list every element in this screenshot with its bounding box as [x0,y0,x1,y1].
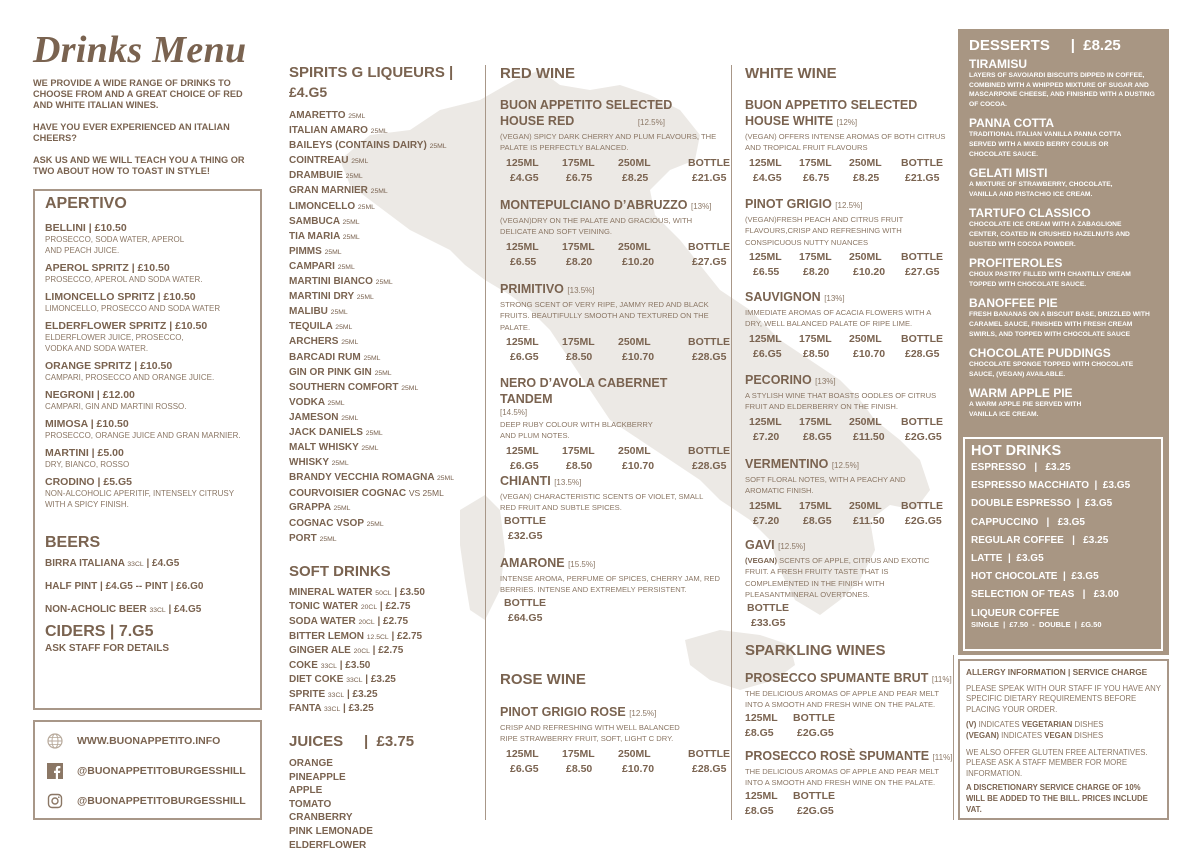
spirit-item: AMARETTO 25ML [289,110,366,121]
beer-line: HALF PINT | £4.G5 -- PINT | £6.G0 [45,581,204,592]
page-title: Drinks Menu [33,29,247,71]
column-divider [485,65,486,820]
ciders-heading: CIDERS | 7.G5 [45,623,154,640]
spirit-item: VODKA 25ML [289,396,345,408]
wine-item: PROSECCO SPUMANTE BRUT [11%] THE DELICIOUS AROMAS OF APPLE AND PEAR MELT INTO A SMOOTH AND FRESH WINE ON THE PALATE. 125ML BOTTLE £8.G5 £2G.G5 [745,670,955,741]
spirit-item: GRAPPA 25ML [289,502,351,514]
wine-item: SAUVIGNON [13%] IMMEDIATE AROMAS OF ACACIA FLOWERS WITH A DRY, WELL BALANCED PALATE OF RIPE LIME. 125ML 175ML 250ML BOTTLE £6.G5 £8.50 £10.70 £28.G5 [745,289,950,362]
soft-drink-item: DIET COKE 33CL | £3.25 [289,674,396,686]
apertivo-item: ORANGE SPRITZ | £10.50 CAMPARI, PROSECCO AND ORANGE JUICE. [45,360,215,382]
apertivo-item: BELLINI | £10.50 PROSECCO, SODA WATER, APEROL AND PEACH JUICE. [45,222,184,255]
soft-drink-item: FANTA 33CL | £3.25 [289,703,374,715]
hot-drinks-box [963,437,1163,651]
instagram-link[interactable]: @BUONAPPETITOBURGESSHILL [35,786,260,816]
spirit-item: BARCADI RUM 25ML [289,351,381,363]
instagram-icon [47,793,63,809]
hot-drink-item: DOUBLE ESPRESSO | £3.G5 [971,498,1113,510]
apertivo-item: APEROL SPRITZ | £10.50 PROSECCO, APEROL AND SODA WATER. [45,262,203,284]
wine-item: VERMENTINO [12.5%] SOFT FLORAL NOTES, WITH A PEACHY AND AROMATIC FINISH. 125ML 175ML 250ML BOTTLE £7.20 £8.G5 £11.50 £2G.G5 [745,456,950,529]
apertivo-item: ELDERFLOWER SPRITZ | £10.50 ELDERFLOWER JUICE, PROSECCO, VODKA AND SODA WATER. [45,320,208,353]
desserts-heading: DESSERTS | £8.25 [969,37,1121,54]
apertivo-item: NEGRONI | £12.00 CAMPARI, GIN AND MARTINI ROSSO. [45,389,187,411]
spirit-item: TEQUILA 25ML [289,321,353,333]
price-table: 125ML 175ML 250ML BOTTLE £6.G5 £8.50 £10.70 £28.G5 [749,332,943,360]
allergy-heading: ALLERGY INFORMATION | SERVICE CHARGE [966,667,1148,677]
rose-wine-heading: ROSE WINE [500,671,586,688]
intro-text-3: ASK US AND WE WILL TEACH YOU A THING OR TWO ABOUT HOW TO TOAST IN STYLE! [33,155,245,176]
globe-icon [47,733,63,749]
vegetarian-legend: (V) INDICATES VEGETARIAN DISHES [966,720,1104,730]
soft-drinks-heading: SOFT DRINKS [289,562,391,580]
spirit-item: GRAN MARNIER 25ML [289,185,388,197]
apertivo-item: MIMOSA | £10.50 PROSECCO, ORANGE JUICE AND GRAN MARNIER. [45,418,241,440]
juice-item: CRANBERRY [289,812,353,824]
apertivo-beers-box [33,189,262,710]
soft-drink-item: COKE 33CL | £3.50 [289,659,371,671]
spirits-heading: SPIRITS G LIQUEURS | [289,64,454,81]
spirit-item: PORT 25ML [289,532,337,544]
intro-text-2: HAVE YOU EVER EXPERIENCED AN ITALIAN CHEERS? [33,122,230,143]
wine-item: CHIANTI [13.5%] (VEGAN) CHARACTERISTIC SCENTS OF VIOLET, SMALL RED FRUIT AND SUBTLE SPICES. BOTTLE £32.G5 [500,473,720,544]
soft-drink-item: MINERAL WATER 50CL | £3.50 [289,586,425,598]
spirit-item: CAMPARI 25ML [289,260,355,272]
hot-drink-item: HOT CHOCOLATE | £3.G5 [971,571,1099,583]
price-table: 125ML BOTTLE £8.G5 £2G.G5 [745,711,835,739]
service-charge-text: A DISCRETIONARY SERVICE CHARGE OF 10% WILL BE ADDED TO THE BILL. PRICES INCLUDE VAT. [966,783,1148,814]
wine-item: GAVI [12.5%] (VEGAN) SCENTS OF APPLE, CITRUS AND EXOTIC FRUIT. A FRESH FRUITY TASTE THAT IS COMPLEMENTED IN THE FINISH WITH PLEASANTMINERAL OVERTONES. BOTTLE £33.G5 [745,537,950,631]
spirit-item: GIN OR PINK GIN 25ML [289,366,392,378]
spirit-item: SOUTHERN COMFORT 25ML [289,381,419,393]
allergy-text: PLEASE SPEAK WITH OUR STAFF IF YOU HAVE ANY SPECIFIC DIETARY REQUIREMENTS BEFORE PLACING YOUR ORDER. [966,683,1161,714]
dessert-item: GELATI MISTI A MIXTURE OF STRAWBERRY, CHOCOLATE, VANILLA AND PISTACHIO ICE CREAM. [969,166,1113,198]
apertivo-item: LIMONCELLO SPRITZ | £10.50 LIMONCELLO, PROSECCO AND SODA WATER [45,291,221,313]
liqueur-coffee-title: LIQUEUR COFFEE [971,607,1060,619]
dessert-item: PANNA COTTA TRADITIONAL ITALIAN VANILLA PANNA COTTA SERVED WITH A MIXED BERRY COULIS OR CHOCOLATE SAUCE. [969,116,1122,158]
wine-item: PRIMITIVO [13.5%] STRONG SCENT OF VERY RIPE, JAMMY RED AND BLACK FRUITS. BEAUTIFULLY SMOOTH AND TEXTURED ON THE PALATE. 125ML 175ML 250ML BOTTLE £6.G5 £8.50 £10.70 £28.G5 [500,282,730,364]
juice-item: TOMATO [289,798,332,810]
beers-heading: BEERS [45,534,101,551]
spirit-item: SAMBUCA 25ML [289,215,360,227]
soft-drinks-list [289,586,469,717]
price-table: BOTTLE £33.G5 [747,601,789,629]
soft-drink-item: SPRITE 33CL | £3.25 [289,688,378,700]
spirit-item: PIMMS 25ML [289,245,342,257]
spirit-item: TIA MARIA 25ML [289,230,360,242]
spirit-item: JACK DANIELS 25ML [289,426,383,438]
white-wine-heading: WHITE WINE [745,65,837,82]
spirit-item: COURVOISIER COGNAC VS 25ML [289,488,444,500]
price-table: 125ML BOTTLE £8.G5 £2G.G5 [745,789,835,817]
soft-drink-item: SODA WATER 20CL | £2.75 [289,615,409,627]
spirit-item: MARTINI DRY 25ML [289,291,374,303]
spirit-item: BRANDY VECCHIA ROMAGNA 25ML [289,472,454,484]
facebook-icon [47,763,63,779]
dessert-item: TIRAMISU LAYERS OF SAVOIARDI BISCUITS DIPPED IN COFFEE, COMBINED WITH A WHIPPED MIXTURE OF SUGAR AND MASCARPONE CHEESE, AND FINISHED WITH A DUSTING OF COCOA. [969,57,1155,108]
dessert-item: CHOCOLATE PUDDINGS CHOCOLATE SPONGE TOPPED WITH CHOCOLATE SAUCE, (VEGAN) AVAILABLE. [969,346,1134,378]
wine-item: PROSECCO ROSÈ SPUMANTE [11%] THE DELICIOUS AROMAS OF APPLE AND PEAR MELT INTO A SMOOTH AND FRESH WINE ON THE PALATE. 125ML BOTTLE £8.G5 £2G.G5 [745,748,955,819]
hot-drink-item: REGULAR COFFEE | £3.25 [971,534,1109,546]
website-link[interactable]: WWW.BUONAPPETITO.INFO [35,726,260,756]
hot-drink-item: SELECTION OF TEAS | £3.00 [971,589,1119,601]
hot-drink-item: CAPPUCCINO | £3.G5 [971,516,1085,528]
hot-drinks-heading: HOT DRINKS [971,443,1062,459]
spirit-item: BAILEYS (CONTAINS DAIRY) 25ML [289,140,447,152]
desserts-panel [958,29,1169,655]
juice-item: ELDERFLOWER [289,839,367,848]
ciders-note: ASK STAFF FOR DETAILS [45,643,170,654]
intro-text-1: WE PROVIDE A WIDE RANGE OF DRINKS TO CHOOSE FROM AND A GREAT CHOICE OF RED AND WHITE ITALIAN WINES. [33,78,243,110]
hot-drink-item: LATTE | £3.G5 [971,553,1044,565]
juice-item: ORANGE [289,758,333,770]
spirits-price: £4.G5 [289,84,328,100]
gluten-free-text: WE ALSO OFFER GLUTEN FREE ALTERNATIVES. PLEASE ASK A STAFF MEMBER FOR MORE INFORMATION. [966,747,1148,778]
wine-item: NERO D’AVOLA CABERNET TANDEM [14.5%] DEEP RUBY COLOUR WITH BLACKBERRY AND PLUM NOTES. 125ML 175ML 250ML BOTTLE £6.G5 £8.50 £10.70 £28.G5 [500,376,730,472]
price-table: 125ML 175ML 250ML BOTTLE £4.G5 £6.75 £8.25 £21.G5 [506,156,730,184]
spirit-item: JAMESON 25ML [289,411,359,423]
spirit-item: ARCHERS 25ML [289,336,359,348]
spirit-item: WHISKY 25ML [289,457,349,469]
wine-item: BUON APPETITO SELECTED HOUSE WHITE [12%] (VEGAN) OFFERS INTENSE AROMAS OF BOTH CITRUS AND TROPICAL FRUIT FLAVOURS 125ML 175ML 250ML BOTTLE £4.G5 £6.75 £8.25 £21.G5 [745,97,950,186]
dessert-item: PROFITEROLES CHOUX PASTRY FILLED WITH CHANTILLY CREAM TOPPED WITH CHOCOLATE SAUCE. [969,256,1131,288]
juices-list [289,757,469,848]
juice-item: PINEAPPLE [289,771,346,783]
sparkling-wines-heading: SPARKLING WINES [745,642,886,659]
price-table: BOTTLE £64.G5 [504,596,546,624]
beer-line: NON-ACHOLIC BEER 33CL | £4.G5 [45,604,202,615]
apertivo-item: CRODINO | £5.G5 NON-ALCOHOLIC APERITIF, INTENSELY CITRUSY WITH A SPICY FINISH. [45,476,234,509]
spirit-item: MALIBU 25ML [289,306,348,318]
dessert-item: TARTUFO CLASSICO CHOCOLATE ICE CREAM WITH A ZABAGLIONE CENTER, COATED IN CRUSHED HAZELNUTS AND DUSTED WITH COCOA POWDER. [969,206,1130,248]
liqueur-coffee-detail: SINGLE | £7.50 - DOUBLE | £G.50 [971,619,1102,629]
price-table: 125ML 175ML 250ML BOTTLE £6.55 £8.20 £10.20 £27.G5 [749,251,943,279]
spirits-section [289,64,469,848]
price-table: 125ML 175ML 250ML BOTTLE £6.G5 £8.50 £10.70 £28.G5 [506,747,730,775]
facebook-link[interactable]: @BUONAPPETITOBURGESSHILL [35,756,260,786]
dessert-item: BANOFFEE PIE FRESH BANANAS ON A BISCUIT BASE, DRIZZLED WITH CARAMEL SAUCE, FINISHED WITH FRESH CREAM SWIRLS, AND TOPPED WITH CHOCOLATE SAUCE [969,296,1150,338]
spirit-item: MARTINI BIANCO 25ML [289,276,393,288]
spirit-item: LIMONCELLO 25ML [289,200,375,212]
price-table: 125ML 175ML 250ML BOTTLE £6.G5 £8.50 £10.70 £28.G5 [506,336,730,364]
wine-item: MONTEPULCIANO D’ABRUZZO [13%] (VEGAN)DRY ON THE PALATE AND GRACIOUS, WITH DELICATE AND SOFT VEINING. 125ML 175ML 250ML BOTTLE £6.55 £8.20 £10.20 £27.G5 [500,198,730,268]
price-table: 125ML 175ML 250ML BOTTLE £6.55 £8.20 £10.20 £27.G5 [506,240,730,268]
beer-line: BIRRA ITALIANA 33CL | £4.G5 [45,558,180,569]
spirit-item: DRAMBUIE 25ML [289,170,363,182]
price-table: 125ML 175ML 250ML BOTTLE £7.20 £8.G5 £11.50 £2G.G5 [749,415,943,443]
spirit-item: COINTREAU 25ML [289,155,369,167]
juice-item: APPLE [289,785,323,797]
spirit-item: MALT WHISKY 25ML [289,442,379,454]
spirit-item: ITALIAN AMARO 25ML [289,125,388,137]
allergy-info-box [958,659,1169,820]
price-table: 125ML 175ML 250ML BOTTLE £7.20 £8.G5 £11.50 £2G.G5 [749,499,943,527]
price-table: BOTTLE £32.G5 [504,514,546,542]
dessert-item: WARM APPLE PIE A WARM APPLE PIE SERVED WITH VANILLA ICE CREAM. [969,386,1082,418]
soft-drink-item: TONIC WATER 20CL | £2.75 [289,601,411,613]
wine-item: BUON APPETITO SELECTED HOUSE RED [12.5%] (VEGAN) SPICY DARK CHERRY AND PLUM FLAVOURS, THE PALATE IS PERFECTLY BALANCED. 125ML 175ML 250ML BOTTLE £4.G5 £6.75 £8.25 £21.G5 [500,98,730,184]
spirit-item: COGNAC VSOP 25ML [289,517,384,529]
spirits-list [289,109,469,547]
wine-item: AMARONE [15.5%] INTENSE AROMA, PERFUME OF SPICES, CHERRY JAM, RED BERRIES. INTENSE AND EXTREMELY PERSISTENT. BOTTLE £64.G5 [500,556,720,624]
wine-item: PINOT GRIGIO [12.5%] (VEGAN)FRESH PEACH AND CITRUS FRUIT FLAVOURS,CRISP AND REFRESHING WITH CONSPICUOUS NUTTY NUANCES 125ML 175ML 250ML BOTTLE £6.55 £8.20 £10.20 £27.G5 [745,196,950,280]
red-wine-heading: RED WINE [500,65,575,82]
juice-item: PINK LEMONADE [289,826,373,838]
apertivo-heading: APERTIVO [45,195,127,212]
hot-drink-item: ESPRESSO | £3.25 [971,462,1071,473]
apertivo-item: MARTINI | £5.00 DRY, BIANCO, ROSSO [45,447,130,469]
soft-drink-item: BITTER LEMON 12.5CL | £2.75 [289,630,423,642]
juices-heading: JUICES | £3.75 [289,733,415,751]
wine-item: PINOT GRIGIO ROSE [12.5%] CRISP AND REFRESHING WITH WELL BALANCED RIPE STRAWBERRY FRUIT, SOFT, LIGHT C DRY. 125ML 175ML 250ML BOTTLE £6.G5 £8.50 £10.70 £28.G5 [500,705,730,775]
price-table: 125ML 175ML 250ML BOTTLE £6.G5 £8.50 £10.70 £28.G5 [506,444,730,472]
price-table: 125ML 175ML 250ML BOTTLE £4.G5 £6.75 £8.25 £21.G5 [749,156,943,184]
hot-drink-item: ESPRESSO MACCHIATO | £3.G5 [971,480,1131,492]
social-links-box [33,720,262,820]
wine-item: PECORINO [13%] A STYLISH WINE THAT BOASTS OODLES OF CITRUS FRUIT AND ELDERBERRY ON THE FINISH. 125ML 175ML 250ML BOTTLE £7.20 £8.G5 £11.50 £2G.G5 [745,372,950,445]
soft-drink-item: GINGER ALE 20CL | £2.75 [289,645,404,657]
vegan-legend: (VEGAN) INDICATES VEGAN DISHES [966,730,1104,740]
